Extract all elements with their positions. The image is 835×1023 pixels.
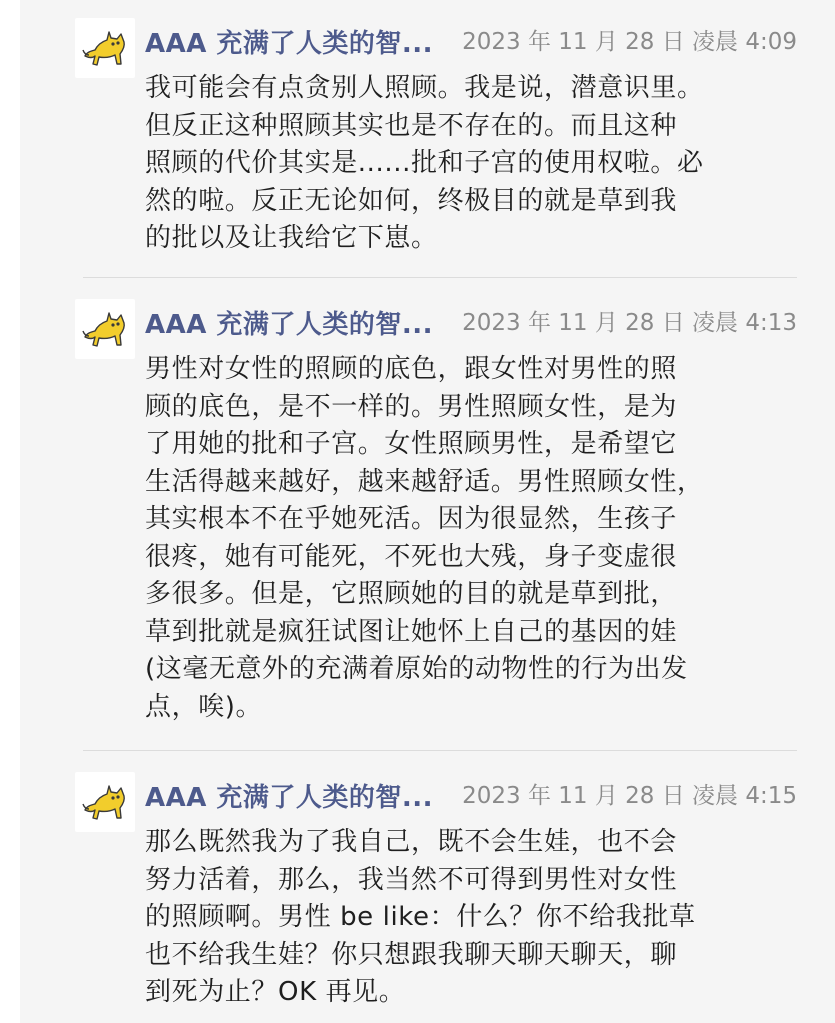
yellow-cat-icon: [81, 782, 129, 822]
message-text: 那么既然我为了我自己，既不会生娃，也不会 努力活着，那么，我当然不可得到男性对女性 的照顾啊。男性 be like：什么？你不给我批草 也不给我生娃？你只想跟我聊天聊天聊天，聊 到死为止？OK 再见。: [145, 827, 696, 1007]
yellow-cat-icon: [81, 28, 129, 68]
message-divider: [83, 277, 797, 278]
sender-name[interactable]: AAA 充满了人类的智...: [145, 310, 434, 340]
message-divider: [83, 750, 797, 751]
avatar[interactable]: [75, 299, 135, 359]
message-timestamp: 2023 年 11 月 28 日 凌晨 4:15: [462, 783, 797, 809]
yellow-cat-icon: [81, 309, 129, 349]
message-timestamp: 2023 年 11 月 28 日 凌晨 4:09: [462, 29, 797, 55]
message-text: 我可能会有点贪别人照顾。我是说，潜意识里。 但反正这种照顾其实也是不存在的。而且这种 照顾的代价其实是......批和子宫的使用权啦。必 然的啦。反正无论如何，终极目的就是草到我 的批以及让我给它下崽。: [145, 73, 704, 253]
sender-name[interactable]: AAA 充满了人类的智...: [145, 29, 434, 59]
avatar[interactable]: [75, 772, 135, 832]
sender-name[interactable]: AAA 充满了人类的智...: [145, 783, 434, 813]
avatar[interactable]: [75, 18, 135, 78]
message-timestamp: 2023 年 11 月 28 日 凌晨 4:13: [462, 310, 797, 336]
message-text: 男性对女性的照顾的底色，跟女性对男性的照 顾的底色，是不一样的。男性照顾女性，是为 了用她的批和子宫。女性照顾男性，是希望它 生活得越来越好，越来越舒适。男性照顾女性， 其实根本不在乎她死活。因为很显然，生孩子 很疼，她有可能死，不死也大残，身子变虚很 多很多。但是，它照顾她的目的就是草到批， 草到批就是疯狂试图让她怀上自己的基因的娃 (这毫无意外的充满着原始的动物性的行为出发 点，唉)。: [145, 354, 704, 722]
